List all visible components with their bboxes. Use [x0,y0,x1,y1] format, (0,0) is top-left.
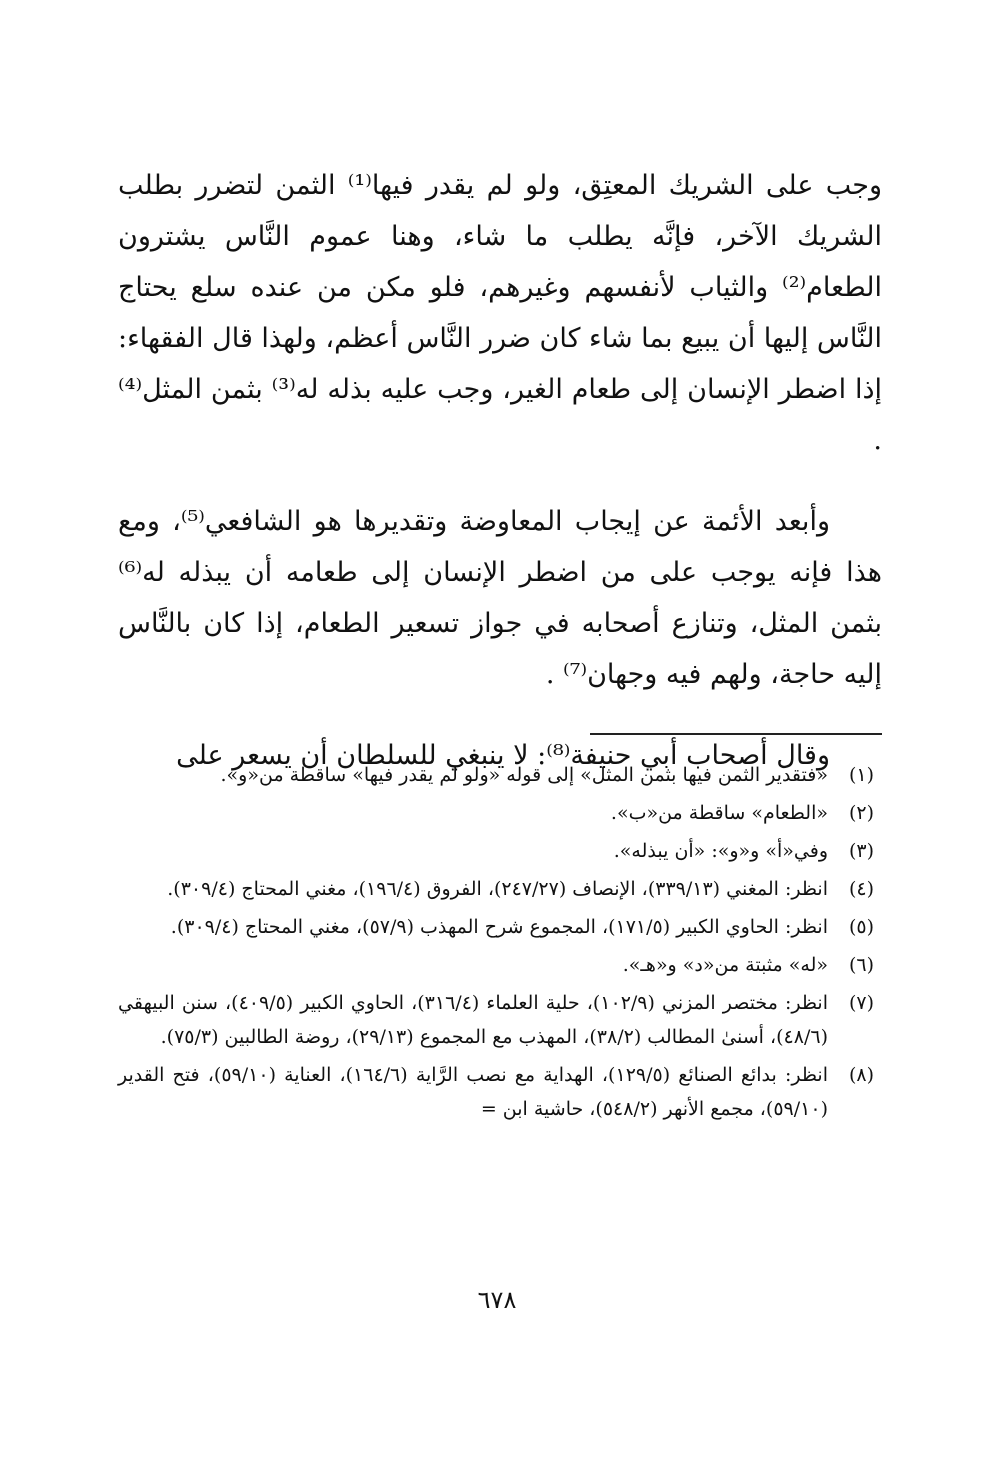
main-text [118,160,882,811]
footnote-text: انظر: الحاوي الكبير (١٧١/٥)، المجموع شرح المهذب (٥٧/٩)، مغني المحتاج (٣٠٩/٤). [170,916,828,938]
footnote-text: انظر: بدائع الصنائع (١٢٩/٥)، الهداية مع نصب الرَّاية (١٦٤/٦)، العناية (٥٩/١٠)، فتح القدير (٥٩/١٠)، مجمع الأنهر (٥٤٨/٢)، حاشية ابن = [118,1064,828,1120]
footnote-number: (٢) [848,802,874,824]
footnote-number: (٤) [848,878,874,900]
footnote-1 [118,758,874,792]
footnote-divider [590,733,882,735]
footnote-5 [118,910,874,944]
paragraph-2: وأبعد الأئمة عن إيجاب المعاوضة وتقديرها هو الشافعي⁽⁵⁾، ومع هذا فإنه يوجب على من اضطر الإنسان إلى طعامه أن يبذله له⁽⁶⁾ بثمن المثل، وتنازع أصحابه في جواز تسعير الطعام، إذا كان بالنَّاس إليه حاجة، ولهم فيه وجهان⁽⁷⁾ . [118,506,882,690]
footnote-text: «الطعام» ساقطة من«ب». [610,802,828,824]
footnote-text: انظر: المغني (٣٣٩/١٣)، الإنصاف (٢٤٧/٢٧)، الفروق (١٩٦/٤)، مغني المحتاج (٣٠٩/٤). [167,878,828,900]
footnote-number: (٧) [848,992,874,1014]
footnote-text: انظر: مختصر المزني (١٠٢/٩)، حلية العلماء (٣١٦/٤)، الحاوي الكبير (٤٠٩/٥)، سنن البيهقي (٤٨/٦)، أسنىٰ المطالب (٣٨/٢)، المهذب مع المجموع (٢٩/١٣)، روضة الطالبين (٧٥/٣). [118,992,828,1048]
footnote-number: (٦) [848,954,874,976]
footnote-8 [118,1058,874,1126]
footnote-text: وفي«أ» و«و»: «أن يبذله». [613,840,828,862]
footnote-text: «له» مثبتة من«د» و«هـ». [622,954,828,976]
footnotes [118,758,874,1130]
footnote-3 [118,834,874,868]
footnote-7 [118,986,874,1054]
paragraph-1: وجب على الشريك المعتِق، ولو لم يقدر فيها⁽¹⁾ الثمن لتضرر بطلب الشريك الآخر، فإنَّه يطلب ما شاء، وهنا عموم النَّاس يشترون الطعام⁽²⁾ والثياب لأنفسهم وغيرهم، فلو مكن من عنده سلع يحتاج النَّاس إليها أن يبيع بما شاء كان ضرر النَّاس أعظم، ولهذا قال الفقهاء: إذا اضطر الإنسان إلى طعام الغير، وجب عليه بذله له⁽³⁾ بثمن المثل⁽⁴⁾ . [118,170,883,456]
footnote-number: (٣) [848,840,874,862]
footnote-number: (٥) [848,916,874,938]
footnote-2 [118,796,874,830]
footnote-number: (١) [848,764,874,786]
footnote-text: «فتقدير الثمن فيها بثمن المثل» إلى قوله «ولو لم يقدر فيها» ساقطة من«و». [220,764,828,786]
page-number: ٦٧٨ [477,1286,517,1314]
paragraph-3: وقال أصحاب أبي حنيفة⁽⁸⁾: لا ينبغي للسلطان أن يسعر على [176,740,830,771]
footnote-number: (٨) [848,1064,874,1086]
footnote-4 [118,872,874,906]
footnote-6 [118,948,874,982]
